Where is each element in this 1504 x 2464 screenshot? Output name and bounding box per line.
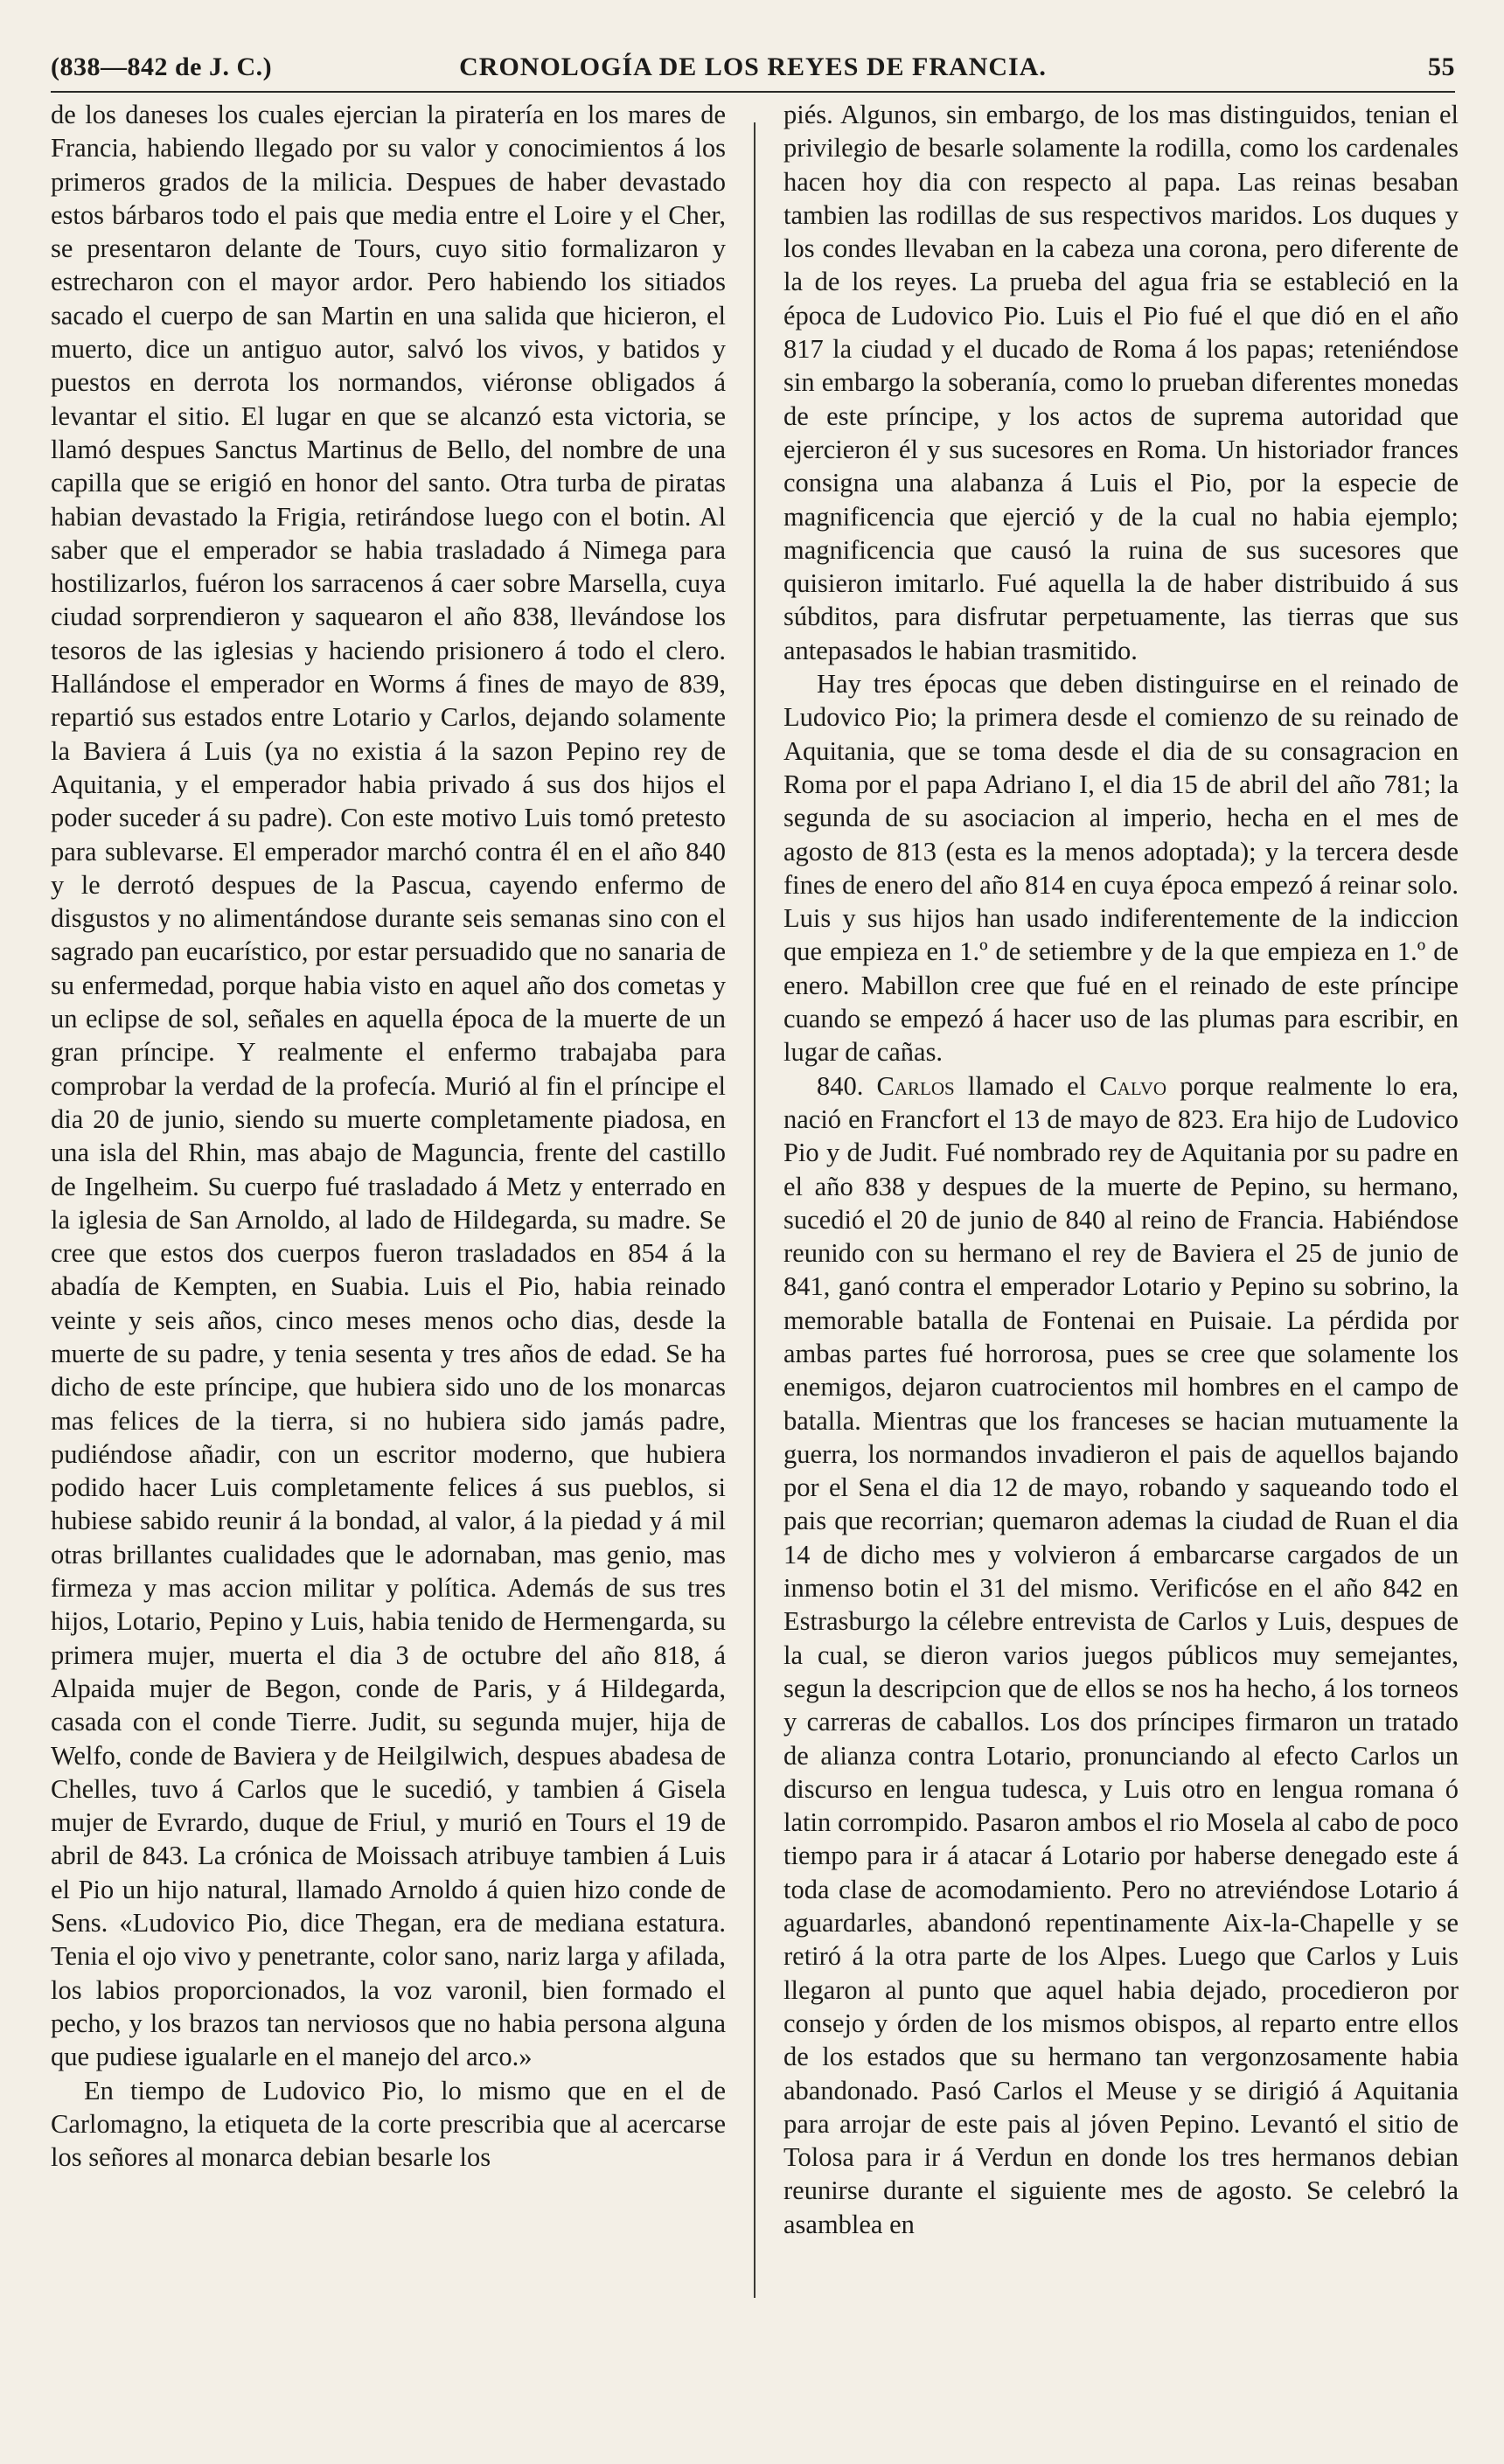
king-name: Carlos <box>876 1070 955 1101</box>
header-date-range: (838—842 de J. C.) <box>51 52 273 81</box>
paragraph: Hay tres épocas que deben distinguirse en el reinado de Ludovico Pio; la primera desde el comienzo de su reinado de Aquitania, que se toma desde el dia de su consagracion en Roma por el papa Adriano I, el dia 15 de abril del año 781; la segunda de su asociacion al imperio, hecha en el mes de agosto de 813 (esta es la menos adoptada); y la tercera desde fines de enero del año 814 en cuya época empezó á reinar solo. Luis y sus hijos han usado indiferentemente de la indiccion que empieza en 1.º de setiembre y de la que empieza en 1.º de enero. Mabillon cree que fué en el reinado de este príncipe cuando se empezó á hacer uso de las plumas para escribir, en lugar de cañas. <box>783 669 1459 1068</box>
paragraph: piés. Algunos, sin embargo, de los mas distinguidos, tenian el privilegio de besarle solamente la rodilla, como los cardenales hacen hoy dia con respecto al papa. Las reinas besaban tambien las rodillas de sus respectivos maridos. Los duques y los condes llevaban en la cabeza una corona, pero diferente de la de los reyes. La prueba del agua fria se estableció en la época de Ludovico Pio. Luis el Pio fué el que dió en el año 817 la ciudad y el ducado de Roma á los papas; reteniéndose sin embargo la soberanía, como lo prueban diferentes monedas de este príncipe, y los actos de suprema autoridad que ejercieron él y sus sucesores en Roma. Un historiador frances consigna una alabanza á Luis el Pio, por la especie de magnificencia que ejerció y de la cual no habia ejemplo; magnificencia que causó la ruina de sus sucesores que quisieron imitarlo. Fué aquella la de haber distribuido á sus súbditos, para disfrutar perpetuamente, las tierras que sus antepasados le habian trasmitido. <box>783 100 1459 665</box>
paragraph: de los daneses los cuales ejercian la piratería en los mares de Francia, habiendo llegado por su valor y conocimientos á los primeros grados de la milicia. Despues de haber devastado estos bárbaros todo el pais que media entre el Loire y el Cher, se presentaron delante de Tours, cuyo sitio formalizaron y estrecharon con el mayor ardor. Pero habiendo los sitiados sacado el cuerpo de san Martin en una salida que hicieron, el muerto, dice un antiguo autor, salvó los vivos, y batidos y puestos en derrota los normandos, viéronse obligados á levantar el sitio. El lugar en que se alcanzó esta victoria, se llamó despues Sanctus Martinus de Bello, del nombre de una capilla que se erigió en honor del santo. Otra turba de piratas habian devastado la Frigia, retirándose luego con el botin. Al saber que el emperador se habia trasladado á Nimega para hostilizarlos, fuéron los sarracenos á caer sobre Marsella, cuya ciudad sorprendieron y saquearon el año 838, llevándose los tesoros de las iglesias y haciendo prisionero á todo el clero. Hallándose el emperador en Worms á fines de mayo de 839, repartió sus estados entre Lotario y Carlos, dejando solamente la Baviera á Luis (ya no existia á la sazon Pepino rey de Aquitania, y el emperador habia privado á sus dos hijos el poder suceder á su padre). Con este motivo Luis tomó pretesto para sublevarse. El emperador marchó contra él en el año 840 y le derrotó despues de la Pascua, cayendo enfermo de disgustos y no alimentándose durante seis semanas sino con el sagrado pan eucarístico, por estar persuadido que no sanaria de su enfermedad, porque habia visto en aquel año dos cometas y un eclipse de sol, señales en aquella época de la muerte de un gran príncipe. Y realmente el enfermo trabajaba para comprobar la verdad de la profecía. Murió al fin el príncipe el dia 20 de junio, siendo su muerte completamente piadosa, en una isla del Rhin, mas abajo de Maguncia, frente del castillo de Ingelheim. Su cuerpo fué trasladado á Metz y enterrado en la iglesia de San Arnoldo, al lado de Hildegarda, su madre. Se cree que estos dos cuerpos fueron trasladados en 854 á la abadía de Kempten, en Suabia. Luis el Pio, habia reinado veinte y seis años, cinco meses menos ocho dias, desde la muerte de su padre, y tenia sesenta y tres años de edad. Se ha dicho de este príncipe, que hubiera sido uno de los monarcas mas felices de la tierra, si no hubiera sido jamás padre, pudiéndose añadir, con un escritor moderno, que hubiera podido hacer Luis completamente felices á sus pueblos, si hubiese sabido reunir á la bondad, al valor, á la piedad y á mil otras brillantes cualidades que le adornaban, mas genio, mas firmeza y mas accion militar y política. Además de sus tres hijos, Lotario, Pepino y Luis, habia tenido de Hermengarda, su primera mujer, muerta el dia 3 de octubre del año 818, á Alpaida mujer de Begon, conde de Paris, y á Hildegarda, casada con el conde Tierre. Judit, su segunda mujer, hija de Welfo, conde de Baviera y de Heilgilwich, despues abadesa de Chelles, tuvo á Carlos que le sucedió, y tambien á Gisela mujer de Evrardo, duque de Friul, y murió en Tours el 19 de abril de 843. La crónica de Moissach atribuye tambien á Luis el Pio un hijo natural, llamado Arnoldo á quien hizo conde de Sens. «Ludovico Pio, dice Thegan, era de mediana estatura. Tenia el ojo vivo y penetrante, color sano, nariz larga y afilada, los labios proporcionados, la voz varonil, bien formado el pecho, y los brazos tan nerviosos que no habia persona alguna que pudiese igualarle en el manejo del arco.» <box>51 100 726 2072</box>
entry-text: llamado el <box>967 1070 1087 1101</box>
right-column <box>783 98 1459 2429</box>
entry-text: porque realmente lo era, nació en Francfort el 13 de mayo de 823. Era hijo de Ludovico Pio y de Judit. Fué nombrado rey de Aquitania por su padre en el año 838 y despues de la muerte de Pepino, su hermano, sucedió el 20 de junio de 840 al reino de Francia. Habiéndose reunido con su hermano el rey de Baviera el 25 de junio de 841, ganó contra el emperador Lotario y Pepino su sobrino, la memorable batalla de Fontenai en Puisaie. La pérdida por ambas partes fué horrorosa, pues se cree que solamente los enemigos, dejaron cuatrocientos mil hombres en el campo de batalla. Mientras que los franceses se hacian mutuamente la guerra, los normandos invadieron el pais de aquellos bajando por el Sena el dia 12 de mayo, robando y saqueando todo el pais que recorrian; quemaron ademas la ciudad de Ruan el dia 14 de dicho mes y volvieron á embarcarse cargados de un inmenso botin el 31 del mismo. Verificóse en el año 842 en Estrasburgo la célebre entrevista de Carlos y Luis, despues de la cual, se dieron varios juegos públicos muy semejantes, segun la descripcion que de ellos se nos ha hecho, á los torneos y carreras de caballos. Los dos príncipes firmaron un tratado de alianza contra Lotario, pronunciando al efecto Carlos un discurso en lengua tudesca, y Luis otro en lengua romana ó latin corrompido. Pasaron ambos el rio Mosela al cabo de poco tiempo para ir á atacar á Lotario por haberse denegado este á toda clase de acomodamiento. Pero no atreviéndose Lotario á aguardarles, abandonó repentinamente Aix-la-Chapelle y se retiró á la otra parte de los Alpes. Luego que Carlos y Luis llegaron al punto que aquel habia dejado, procedieron por consejo y órden de los mismos obispos, al reparto entre ellos de los estados que su hermano tan vergonzosamente habia abandonado. Pasó Carlos el Meuse y se dirigió á Aquitania para arrojar de este pais al jóven Pepino. Levantó el sitio de Tolosa para ir á Verdun en donde los tres hermanos debian reunirse durante el siguiente mes de agosto. Se celebró la asamblea en <box>783 1070 1459 2239</box>
entry-number: 840. <box>817 1070 864 1101</box>
left-column <box>51 98 726 2429</box>
paragraph-entry-840 <box>783 1069 1459 2241</box>
text-columns <box>51 98 1459 2429</box>
paragraph: En tiempo de Ludovico Pio, lo mismo que en el de Carlomagno, la etiqueta de la corte prescribia que al acercarse los señores al monarca debian besarle los <box>51 2075 726 2173</box>
column-divider <box>754 122 755 2298</box>
page-header <box>51 52 1455 96</box>
header-rule <box>51 91 1455 93</box>
king-epithet: Calvo <box>1099 1070 1167 1101</box>
running-title: CRONOLOGÍA DE LOS REYES DE FRANCIA. <box>459 52 1047 81</box>
page-number: 55 <box>1428 52 1455 81</box>
